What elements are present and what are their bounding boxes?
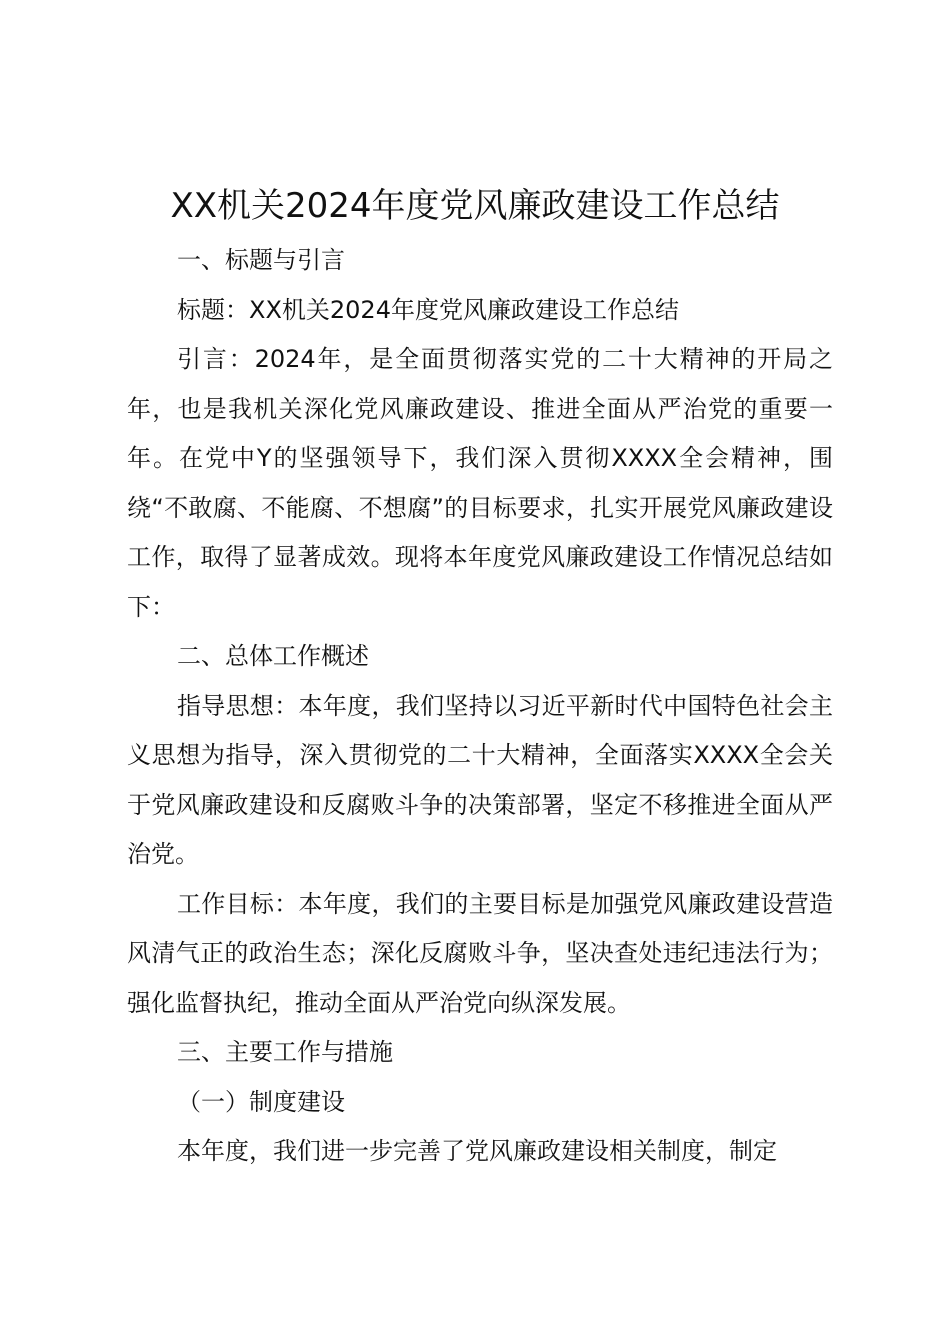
document-body: [127, 236, 833, 1177]
title-line: 标题：XX机关2024年度党风廉政建设工作总结: [177, 295, 679, 324]
section-heading-measures: 三、主要工作与措施: [177, 1038, 393, 1066]
section-heading-intro: 一、标题与引言: [177, 246, 345, 274]
guiding-thought-paragraph: 指导思想：本年度，我们坚持以习近平新时代中国特色社会主义思想为指导，深入贯彻党的二十大精神，全面落实XXXX全会关于党风廉政建设和反腐败斗争的决策部署，坚定不移推进全面从严治党。: [127, 691, 833, 868]
section-heading-overview: 二、总体工作概述: [177, 642, 369, 670]
work-goal-paragraph: 工作目标：本年度，我们的主要目标是加强党风廉政建设营造风清气正的政治生态；深化反腐败斗争，坚决查处违纪违法行为；强化监督执纪，推动全面从严治党向纵深发展。: [127, 889, 833, 1017]
document-title: XX机关2024年度党风廉政建设工作总结: [170, 186, 780, 226]
subsection-heading-system: （一）制度建设: [177, 1087, 345, 1116]
system-building-paragraph: 本年度，我们进一步完善了党风廉政建设相关制度，制定: [177, 1137, 777, 1165]
intro-paragraph: 引言：2024年，是全面贯彻落实党的二十大精神的开局之年，也是我机关深化党风廉政建设、推进全面从严治党的重要一年。在党中Y的坚强领导下，我们深入贯彻XXXX全会精神，围绕“不敢腐、不能腐、不想腐”的目标要求，扎实开展党风廉政建设工作，取得了显著成效。现将本年度党风廉政建设工作情况总结如下：: [127, 345, 833, 621]
